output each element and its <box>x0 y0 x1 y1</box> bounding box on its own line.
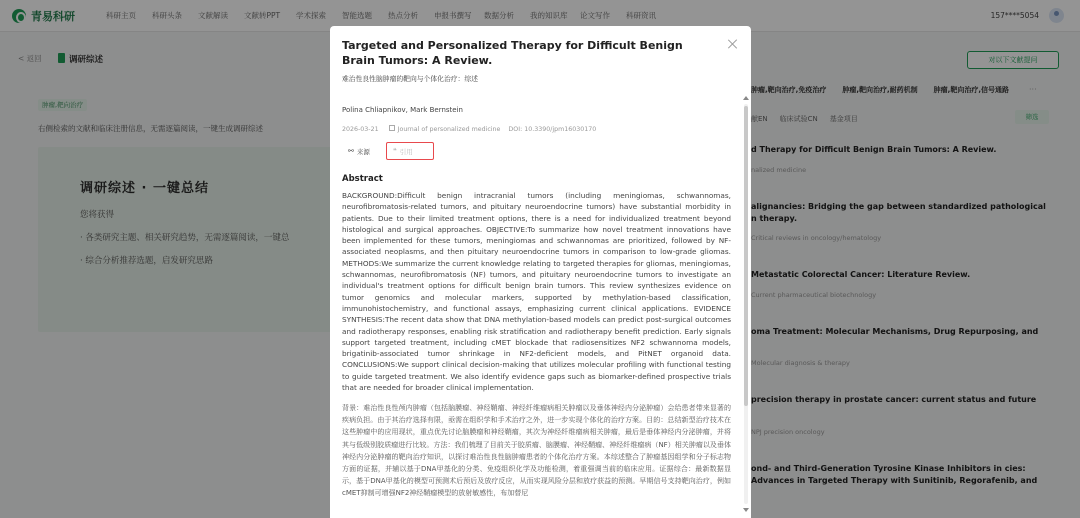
survey-description: 右侧检索的文献和临床注册信息，无需逐篇阅读，一键生成调研综述 <box>38 124 263 133</box>
link-icon: ⚯ <box>348 147 354 155</box>
keyword-tab[interactable]: 肿瘤,靶向治疗,耐药机制 <box>842 86 918 94</box>
article-title[interactable]: Metastatic Colorectal Cancer: Literature Review. <box>751 270 971 279</box>
article-source: NPJ precision oncology <box>751 428 825 436</box>
nav-link-literature[interactable]: 文献解读 <box>198 11 228 20</box>
promo-subtitle: 您将获得 <box>80 210 115 220</box>
nav-link-writing[interactable]: 论文写作 <box>580 11 610 20</box>
ask-literature-button[interactable]: 对以下文献提问 <box>967 51 1059 69</box>
nav-link-ppt[interactable]: 文献转PPT <box>244 11 281 20</box>
article-source: Molecular diagnosis & therapy <box>751 359 850 367</box>
modal-authors: Polina Chliapnikov, Mark Bernstein <box>342 106 463 114</box>
article-source: nalized medicine <box>751 166 807 174</box>
quote-icon: ❝ <box>393 147 397 155</box>
keyword-tag[interactable]: 肿瘤,靶向治疗 <box>38 99 87 111</box>
page-title: 调研综述 <box>69 55 104 65</box>
modal-subtitle-zh: 难治性良性脑肿瘤的靶向与个体化治疗：综述 <box>342 75 478 83</box>
more-icon[interactable]: ··· <box>1029 85 1037 94</box>
article-title[interactable]: oma Treatment: Molecular Mechanisms, Drug Repurposing, and <box>751 327 1039 336</box>
promo-bullet: · 综合分析推荐选题，启发研究思路 <box>80 256 213 266</box>
tab-literature-en[interactable]: 献EN <box>751 115 768 123</box>
modal-title: Targeted and Personalized Therapy for Difficult Benign Brain Tumors: A Review. <box>342 39 683 67</box>
article-title[interactable]: alignancies: Bridging the gap between standardized pathological n therapy. <box>751 202 1046 223</box>
article-source: Current pharmaceutical biotechnology <box>751 291 877 299</box>
nav-link-headlines[interactable]: 科研头条 <box>152 11 182 20</box>
doi[interactable]: DOI: 10.3390/jpm16030170 <box>508 125 597 133</box>
book-icon <box>389 125 395 131</box>
article-source: Critical reviews in oncology/hematology <box>751 234 882 242</box>
nav-link-news[interactable]: 科研资讯 <box>626 11 656 20</box>
abstract-heading: Abstract <box>342 174 383 184</box>
article-title[interactable]: d Therapy for Difficult Benign Brain Tumors: A Review. <box>751 145 997 154</box>
user-phone[interactable]: 157****5054 <box>990 11 1039 20</box>
keyword-tab[interactable]: 肿瘤,靶向治疗,免疫治疗 <box>751 86 827 94</box>
nav-link-topics[interactable]: 智能选题 <box>342 11 372 20</box>
filter-button[interactable]: 筛选 <box>1015 110 1049 124</box>
cite-button[interactable]: ❝ 引用 <box>386 142 434 160</box>
modal-meta <box>342 125 596 133</box>
tab-clinical-trials[interactable]: 临床试验CN <box>779 115 818 123</box>
promo-bullet: · 各类研究主题、相关研究趋势，无需逐篇阅读，一键总 <box>80 233 290 243</box>
promo-title: 调研综述 · 一键总结 <box>80 181 209 196</box>
source-button[interactable]: ⚯ 来源 <box>348 147 370 156</box>
keyword-tab[interactable]: 肿瘤,靶向治疗,信号通路 <box>933 86 1009 94</box>
logo-text: 青易科研 <box>31 9 75 23</box>
publish-date: 2026-03-21 <box>342 125 379 133</box>
article-title[interactable]: ond- and Third-Generation Tyrosine Kinase Inhibitors in cies: Advances in Targeted Therapy with Sunitinib, Regorafenib, and <box>751 464 1038 485</box>
article-detail-modal <box>330 26 751 518</box>
nav-link-data[interactable]: 数据分析 <box>484 11 514 20</box>
abstract-text-zh: 背景：难治性良性颅内肿瘤（包括脑膜瘤、神经鞘瘤、神经纤维瘤病相关肿瘤以及垂体神经内分泌肿瘤）会给患者带来显著的疾病负担。由于其治疗选择有限，亟需在组织学和手术治疗之外，进一步实现个体化的治疗方案。目的：总结新型治疗技术在这些肿瘤中的应用现状，重点优先讨论脑膜瘤和神经鞘瘤，其次为神经纤维瘤病相关肿瘤，最后是垂体神经内分泌肿瘤，并将其与低级别胶质瘤进行比较。方法：我们梳理了目前关于胶质瘤、脑膜瘤、神经鞘瘤、神经纤维瘤病（NF）相关肿瘤以及垂体神经内分泌肿瘤的靶向治疗知识，以探讨难治性良性脑肿瘤患者的个体化治疗方案。本综述整合了肿瘤基因组学和分子标志物方面的证据，并辅以基于DNA甲基化的分类、免疫组织化学及功能检测，着重强调当前的临床应用。证据综合：最新数据显示，基于DNA甲基化的模型可预测术后预后及放疗反应，从而实现风险分层和放疗获益的预测。早期信号支持靶向治疗，例如cMET抑制可增强NF2神经鞘瘤模型的放射敏感性，布加替尼 <box>342 404 731 498</box>
modal-scrollbar[interactable] <box>743 96 749 516</box>
close-icon[interactable] <box>727 38 739 50</box>
abstract-text: BACKGROUND:Difficult benign intracranial tumors (including meningiomas, schwannomas, neurofibromatosis-related tumors, and pituitary neuroendocrine tumors) have substantial morbidity in patients. Due to their limited treatment options, there is a need for individualized treatment beyond histological and surgical approaches. OBJECTIVE:To summarize how novel treatment innovations have been implemented for these tumors, meningiomas and schwannomas are prioritized, followed by NF-associated neoplasms, and then pituitary neuroendocrine tumors in comparison to low-grade gliomas. METHODS:We summarize the current knowledge relating to targeted therapies for gliomas, meningiomas, schwannomas, neurofibromatosis (NF) tumors, and pituitary neuroendocrine tumors to investigate an individual's treatment options for difficult benign brain tumors. This review synthesizes evidence on tumor genomics and molecular markers, supported by methylation-based classification, immunohistochemistry, and functional assays, emphasizing current clinical applications. EVIDENCE SYNTHESIS:The recent data show that DNA methylation-based models can predict post-surgical outcomes and radiotherapy responses, enabling risk stratification and radiotherapy benefit prediction. Early signals support targeted treatment, including cMET blockade that radiosensitizes NF2 schwannoma models, brigatinib-associated tumor shrinkage in NF2-deficient models, and PitNET organoid data. CONCLUSIONS:We support clinical decision-making that utilizes molecular profiling with functional testing to guide targeted treatment. We also identify evidence gaps such as biomarker-defined prospective trials that are needed for broader clinical implementation. <box>342 191 731 393</box>
scroll-thumb[interactable] <box>744 106 748 406</box>
tab-funding[interactable]: 基金项目 <box>829 115 858 123</box>
back-link[interactable]: < 返回 <box>18 54 42 63</box>
nav-link-proposal[interactable]: 申报书撰写 <box>434 11 472 20</box>
scroll-up-icon[interactable] <box>743 96 749 100</box>
article-title[interactable]: precision therapy in prostate cancer: current status and future <box>751 395 1037 404</box>
journal: Journal of personalized medicine <box>389 125 501 133</box>
modal-actions <box>342 142 440 160</box>
nav-link-home[interactable]: 科研主页 <box>106 11 136 20</box>
nav-link-knowledge[interactable]: 我的知识库 <box>530 11 568 20</box>
nav-link-hotspots[interactable]: 热点分析 <box>388 11 418 20</box>
scroll-down-icon[interactable] <box>743 508 749 512</box>
nav-link-explore[interactable]: 学术探索 <box>296 11 326 20</box>
